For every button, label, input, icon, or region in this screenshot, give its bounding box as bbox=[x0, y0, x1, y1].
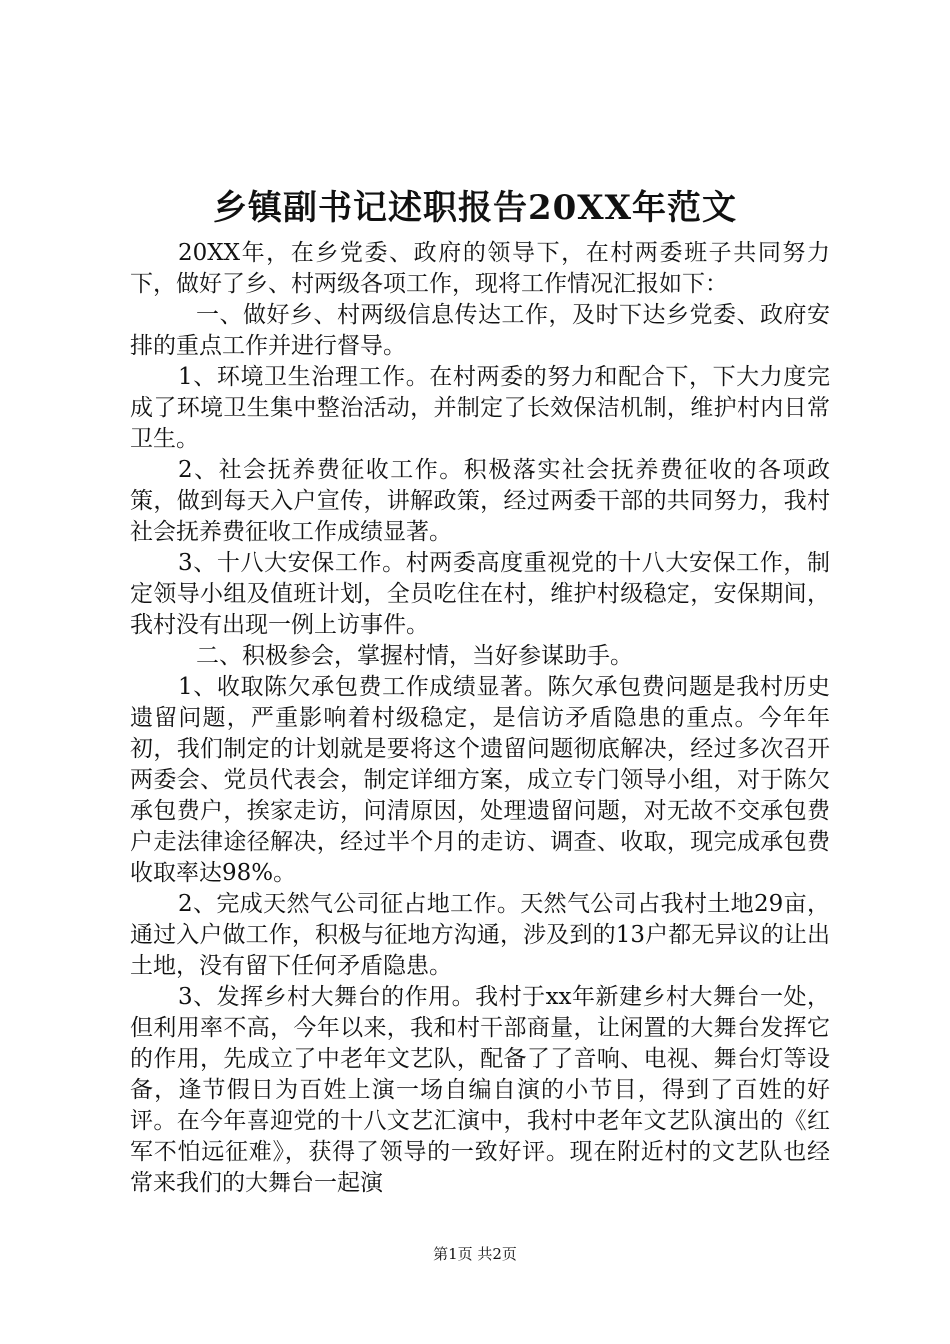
document-body bbox=[130, 238, 830, 1199]
paragraph-intro: 20XX年，在乡党委、政府的领导下，在村两委班子共同努力下，做好了乡、村两级各项工作，现将工作情况汇报如下： bbox=[130, 240, 830, 297]
paragraph-section-1: 一、做好乡、村两级信息传达工作，及时下达乡党委、政府安排的重点工作并进行督导。 bbox=[130, 302, 830, 359]
paragraph-section-2: 二、积极参会，掌握村情，当好参谋助手。 bbox=[196, 643, 633, 669]
paragraph-item-2-2: 2、完成天然气公司征占地工作。天然气公司占我村土地29亩，通过入户做工作，积极与征地方沟通，涉及到的13户都无异议的让出土地，没有留下任何矛盾隐患。 bbox=[130, 891, 830, 979]
document-title: 乡镇副书记述职报告20XX年范文 bbox=[212, 188, 738, 228]
paragraph-item-1-3: 3、十八大安保工作。村两委高度重视党的十八大安保工作，制定领导小组及值班计划，全员吃住在村，维护村级稳定，安保期间，我村没有出现一例上访事件。 bbox=[130, 550, 830, 638]
paragraph-item-1-1: 1、环境卫生治理工作。在村两委的努力和配合下，下大力度完成了环境卫生集中整治活动，并制定了长效保洁机制，维护村内日常卫生。 bbox=[130, 364, 830, 452]
page-footer: 第1页 共2页 bbox=[433, 1245, 517, 1263]
paragraph-item-2-1: 1、收取陈欠承包费工作成绩显著。陈欠承包费问题是我村历史遗留问题，严重影响着村级稳定，是信访矛盾隐患的重点。今年年初，我们制定的计划就是要将这个遗留问题彻底解决，经过多次召开两委会、党员代表会，制定详细方案，成立专门领导小组，对于陈欠承包费户，挨家走访，问清原因，处理遗留问题，对无故不交承包费户走法律途径解决，经过半个月的走访、调查、收取，现完成承包费收取率达98%。 bbox=[130, 674, 830, 886]
paragraph-item-2-3: 3、发挥乡村大舞台的作用。我村于xx年新建乡村大舞台一处，但利用率不高，今年以来，我和村干部商量，让闲置的大舞台发挥它的作用，先成立了中老年文艺队，配备了了音响、电视、舞台灯等设备，逢节假日为百姓上演一场自编自演的小节目，得到了百姓的好评。在今年喜迎党的十八文艺汇演中，我村中老年文艺队演出的《红军不怕远征难》，获得了领导的一致好评。现在附近村的文艺队也经常来我们的大舞台一起演 bbox=[130, 984, 830, 1196]
paragraph-item-1-2: 2、社会抚养费征收工作。积极落实社会抚养费征收的各项政策，做到每天入户宣传，讲解政策，经过两委干部的共同努力，我村社会抚养费征收工作成绩显著。 bbox=[130, 457, 830, 545]
